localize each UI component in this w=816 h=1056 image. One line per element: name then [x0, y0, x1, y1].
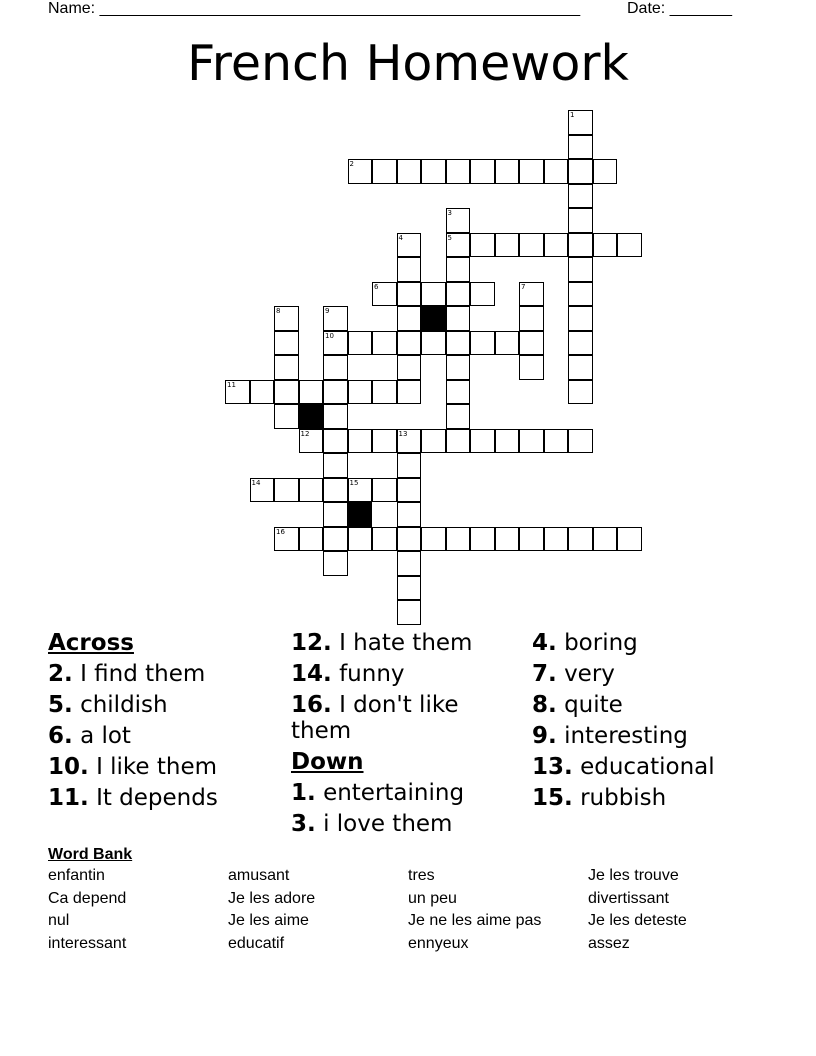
- crossword-cell[interactable]: [397, 502, 422, 527]
- name-field[interactable]: Name: ______________________________________________________: [48, 0, 581, 17]
- crossword-cell[interactable]: [397, 551, 422, 576]
- clue-down-13: [532, 752, 772, 783]
- clue-number: 12.: [291, 630, 332, 656]
- word-bank-item: Je les deteste: [588, 912, 687, 930]
- crossword-cell[interactable]: [470, 159, 495, 184]
- crossword-cell[interactable]: [397, 233, 422, 258]
- crossword-cell[interactable]: [593, 527, 618, 552]
- crossword-cell[interactable]: [348, 429, 373, 454]
- word-bank-item: interessant: [48, 934, 127, 952]
- crossword-cell[interactable]: [323, 502, 348, 527]
- clue-number: 7.: [532, 661, 557, 687]
- word-bank-list: [48, 865, 768, 955]
- crossword-cell[interactable]: [323, 551, 348, 576]
- clue-number: 1.: [291, 780, 316, 806]
- crossword-cell[interactable]: [568, 135, 593, 160]
- clue-number: 3.: [291, 811, 316, 837]
- crossword-cell[interactable]: [250, 478, 275, 503]
- clue-text: It depends: [96, 785, 218, 811]
- clue-number-label: 5: [447, 233, 452, 242]
- clue-across-14: [291, 659, 521, 690]
- crossword-cell[interactable]: [397, 355, 422, 380]
- black-square: [421, 306, 446, 331]
- clue-across-5: [48, 690, 283, 721]
- clue-text: i love them: [323, 811, 453, 837]
- crossword-cell[interactable]: [519, 429, 544, 454]
- crossword-cell[interactable]: [299, 478, 324, 503]
- clue-text: childish: [80, 692, 168, 718]
- crossword-cell[interactable]: [421, 331, 446, 356]
- crossword-cell[interactable]: [470, 282, 495, 307]
- crossword-cell[interactable]: [299, 527, 324, 552]
- clue-number-label: 10: [325, 331, 334, 340]
- crossword-cell[interactable]: [446, 257, 471, 282]
- clue-number-label: 2: [349, 160, 354, 168]
- crossword-cell[interactable]: [568, 527, 593, 552]
- clue-across-11: [48, 783, 283, 814]
- clue-number-label: 7: [521, 282, 526, 291]
- clue-number-label: 4: [398, 233, 403, 242]
- crossword-cell[interactable]: [372, 282, 397, 307]
- crossword-cell[interactable]: [593, 233, 618, 258]
- crossword-cell[interactable]: [470, 233, 495, 258]
- clue-text: I like them: [96, 754, 218, 780]
- crossword-cell[interactable]: [568, 257, 593, 282]
- crossword-cell[interactable]: [568, 429, 593, 454]
- crossword-cell[interactable]: [470, 331, 495, 356]
- clue-text: boring: [564, 630, 638, 656]
- word-bank-item: assez: [588, 934, 630, 952]
- crossword-cell[interactable]: [397, 159, 422, 184]
- crossword-cell[interactable]: [323, 355, 348, 380]
- crossword-cell[interactable]: [568, 331, 593, 356]
- clue-number: 13.: [532, 754, 573, 780]
- crossword-cell[interactable]: [519, 527, 544, 552]
- clue-text: I find them: [80, 661, 206, 687]
- crossword-cell[interactable]: [372, 159, 397, 184]
- crossword-cell[interactable]: [446, 380, 471, 405]
- crossword-cell[interactable]: [446, 355, 471, 380]
- date-field[interactable]: Date: _______: [627, 0, 732, 17]
- crossword-cell[interactable]: [421, 429, 446, 454]
- clue-across-16: [291, 692, 521, 744]
- crossword-cell[interactable]: [348, 159, 373, 184]
- crossword-cell[interactable]: [397, 453, 422, 478]
- crossword-cell[interactable]: [495, 331, 520, 356]
- crossword-cell[interactable]: [274, 527, 299, 552]
- word-bank-item: un peu: [408, 889, 457, 907]
- word-bank-item: amusant: [228, 867, 290, 884]
- crossword-cell[interactable]: [348, 527, 373, 552]
- clue-number: 15.: [532, 785, 573, 811]
- clue-number-label: 9: [325, 307, 330, 315]
- clue-text: a lot: [80, 723, 131, 749]
- clue-number-label: 11: [227, 380, 236, 389]
- crossword-cell[interactable]: [299, 380, 324, 405]
- crossword-cell[interactable]: [421, 282, 446, 307]
- clue-column-2: [291, 628, 521, 840]
- clue-number: 10.: [48, 754, 89, 780]
- crossword-cell[interactable]: [544, 527, 569, 552]
- crossword-cell[interactable]: [519, 306, 544, 331]
- word-bank-item: tres: [408, 867, 435, 884]
- clue-number-label: 1: [570, 111, 575, 119]
- clue-text: very: [564, 661, 615, 687]
- word-bank-item: enfantin: [48, 867, 105, 884]
- crossword-cell[interactable]: [446, 282, 471, 307]
- crossword-cell[interactable]: [544, 233, 569, 258]
- crossword-cell[interactable]: [421, 527, 446, 552]
- clue-number-label: 14: [251, 478, 261, 487]
- word-bank-item: ennyeux: [408, 934, 469, 952]
- clue-text: I don't like them: [291, 692, 459, 744]
- crossword-cell[interactable]: [568, 208, 593, 233]
- crossword-cell[interactable]: [495, 159, 520, 184]
- clue-column-1: [48, 628, 283, 814]
- across-heading: Across: [48, 630, 134, 656]
- clue-text: rubbish: [580, 785, 667, 811]
- clue-number: 8.: [532, 692, 557, 718]
- black-square: [348, 502, 373, 527]
- crossword-cell[interactable]: [519, 159, 544, 184]
- crossword-cell[interactable]: [372, 429, 397, 454]
- crossword-cell[interactable]: [372, 478, 397, 503]
- crossword-cell[interactable]: [446, 208, 471, 233]
- crossword-cell[interactable]: [397, 257, 422, 282]
- word-bank: [48, 845, 768, 955]
- clue-down-4: [532, 628, 772, 659]
- clue-down-7: [532, 659, 772, 690]
- clue-number-label: 16: [276, 527, 285, 536]
- clue-down-1: [291, 778, 521, 809]
- crossword-cell[interactable]: [593, 159, 618, 184]
- crossword-cell[interactable]: [372, 380, 397, 405]
- crossword-cell[interactable]: [519, 355, 544, 380]
- crossword-cell[interactable]: [495, 527, 520, 552]
- clue-number: 6.: [48, 723, 73, 749]
- clue-number-label: 13: [398, 429, 408, 438]
- crossword-cell[interactable]: [397, 478, 422, 503]
- crossword-cell[interactable]: [250, 380, 275, 405]
- crossword-cell[interactable]: [446, 331, 471, 356]
- page-title: French Homework: [187, 35, 629, 92]
- word-bank-item: educatif: [228, 934, 285, 952]
- crossword-cell[interactable]: [519, 233, 544, 258]
- crossword-cell[interactable]: [446, 429, 471, 454]
- crossword-cell[interactable]: [274, 306, 299, 331]
- crossword-cell[interactable]: [348, 478, 373, 503]
- clue-number: 2.: [48, 661, 73, 687]
- clue-number: 9.: [532, 723, 557, 749]
- crossword-cell[interactable]: [568, 184, 593, 209]
- clue-across-10: [48, 752, 283, 783]
- word-bank-item: Ca depend: [48, 889, 127, 907]
- crossword-cell[interactable]: [397, 380, 422, 405]
- word-bank-item: Je les trouve: [588, 867, 679, 884]
- crossword-cell[interactable]: [470, 429, 495, 454]
- clue-number: 14.: [291, 661, 332, 687]
- clue-text: interesting: [564, 723, 688, 749]
- clue-number-label: 12: [300, 429, 310, 438]
- clue-number-label: 6: [374, 282, 379, 291]
- crossword-cell[interactable]: [470, 527, 495, 552]
- crossword-cell[interactable]: [274, 404, 299, 429]
- crossword-cell[interactable]: [544, 429, 569, 454]
- crossword-cell[interactable]: [323, 453, 348, 478]
- crossword-cell[interactable]: [568, 306, 593, 331]
- crossword-cell[interactable]: [323, 527, 348, 552]
- crossword-cell[interactable]: [348, 331, 373, 356]
- crossword-cell[interactable]: [372, 527, 397, 552]
- crossword-cell[interactable]: [446, 159, 471, 184]
- crossword-cell[interactable]: [446, 306, 471, 331]
- crossword-cell[interactable]: [495, 233, 520, 258]
- clue-text: funny: [339, 661, 405, 687]
- word-bank-item: Je les adore: [228, 889, 316, 907]
- crossword-cell[interactable]: [274, 355, 299, 380]
- crossword-cell[interactable]: [323, 404, 348, 429]
- crossword-cell[interactable]: [323, 429, 348, 454]
- clue-number: 16.: [291, 692, 332, 718]
- crossword-cell[interactable]: [274, 478, 299, 503]
- crossword-cell[interactable]: [544, 159, 569, 184]
- crossword-cell[interactable]: [568, 380, 593, 405]
- crossword-cell[interactable]: [348, 380, 373, 405]
- word-bank-item: Je ne les aime pas: [408, 912, 542, 930]
- word-bank-item: divertissant: [588, 889, 669, 907]
- black-square: [299, 404, 324, 429]
- crossword-cell[interactable]: [323, 331, 348, 356]
- crossword-cell[interactable]: [446, 527, 471, 552]
- crossword-cell[interactable]: [323, 306, 348, 331]
- clue-column-3: [532, 628, 772, 814]
- clue-number-label: 8: [276, 307, 281, 315]
- crossword-cell[interactable]: [397, 306, 422, 331]
- crossword-cell[interactable]: [323, 380, 348, 405]
- crossword-cell[interactable]: [274, 331, 299, 356]
- clue-down-9: [532, 721, 772, 752]
- crossword-cell[interactable]: [617, 527, 642, 552]
- clue-down-15: [532, 783, 772, 814]
- word-bank-item: Je les aime: [228, 912, 309, 930]
- crossword-cell[interactable]: [397, 331, 422, 356]
- clue-across-2: [48, 659, 283, 690]
- crossword-cell[interactable]: [519, 282, 544, 307]
- crossword-cell[interactable]: [274, 380, 299, 405]
- crossword-cell[interactable]: [397, 429, 422, 454]
- clue-number-label: 3: [447, 209, 452, 217]
- crossword-cell[interactable]: [397, 576, 422, 601]
- crossword-cell[interactable]: [568, 355, 593, 380]
- word-bank-title: Word Bank: [48, 846, 133, 863]
- clue-number: 4.: [532, 630, 557, 656]
- word-bank-item: nul: [48, 912, 70, 930]
- down-heading: Down: [291, 749, 364, 775]
- crossword-cell[interactable]: [568, 110, 593, 135]
- clue-text: quite: [564, 692, 623, 718]
- clue-text: entertaining: [323, 780, 465, 806]
- crossword-cell[interactable]: [568, 159, 593, 184]
- crossword-cell[interactable]: [446, 404, 471, 429]
- crossword-cell[interactable]: [323, 478, 348, 503]
- crossword-cell[interactable]: [446, 233, 471, 258]
- crossword-cell[interactable]: [299, 429, 324, 454]
- crossword-cell[interactable]: [568, 282, 593, 307]
- clue-number: 11.: [48, 785, 89, 811]
- clue-down-8: [532, 690, 772, 721]
- crossword-cell[interactable]: [519, 331, 544, 356]
- crossword-cell[interactable]: [225, 380, 250, 405]
- clue-down-3: [291, 809, 521, 840]
- crossword-cell[interactable]: [397, 600, 422, 625]
- crossword-cell[interactable]: [421, 159, 446, 184]
- crossword-cell[interactable]: [397, 527, 422, 552]
- clue-text: I hate them: [339, 630, 473, 656]
- clue-number: 5.: [48, 692, 73, 718]
- crossword-cell[interactable]: [568, 233, 593, 258]
- crossword-cell[interactable]: [617, 233, 642, 258]
- crossword-cell[interactable]: [495, 429, 520, 454]
- clue-across-6: [48, 721, 283, 752]
- clue-text: educational: [580, 754, 715, 780]
- crossword-cell[interactable]: [372, 331, 397, 356]
- clue-number-label: 15: [349, 478, 359, 487]
- clue-across-12: [291, 628, 521, 659]
- crossword-cell[interactable]: [397, 282, 422, 307]
